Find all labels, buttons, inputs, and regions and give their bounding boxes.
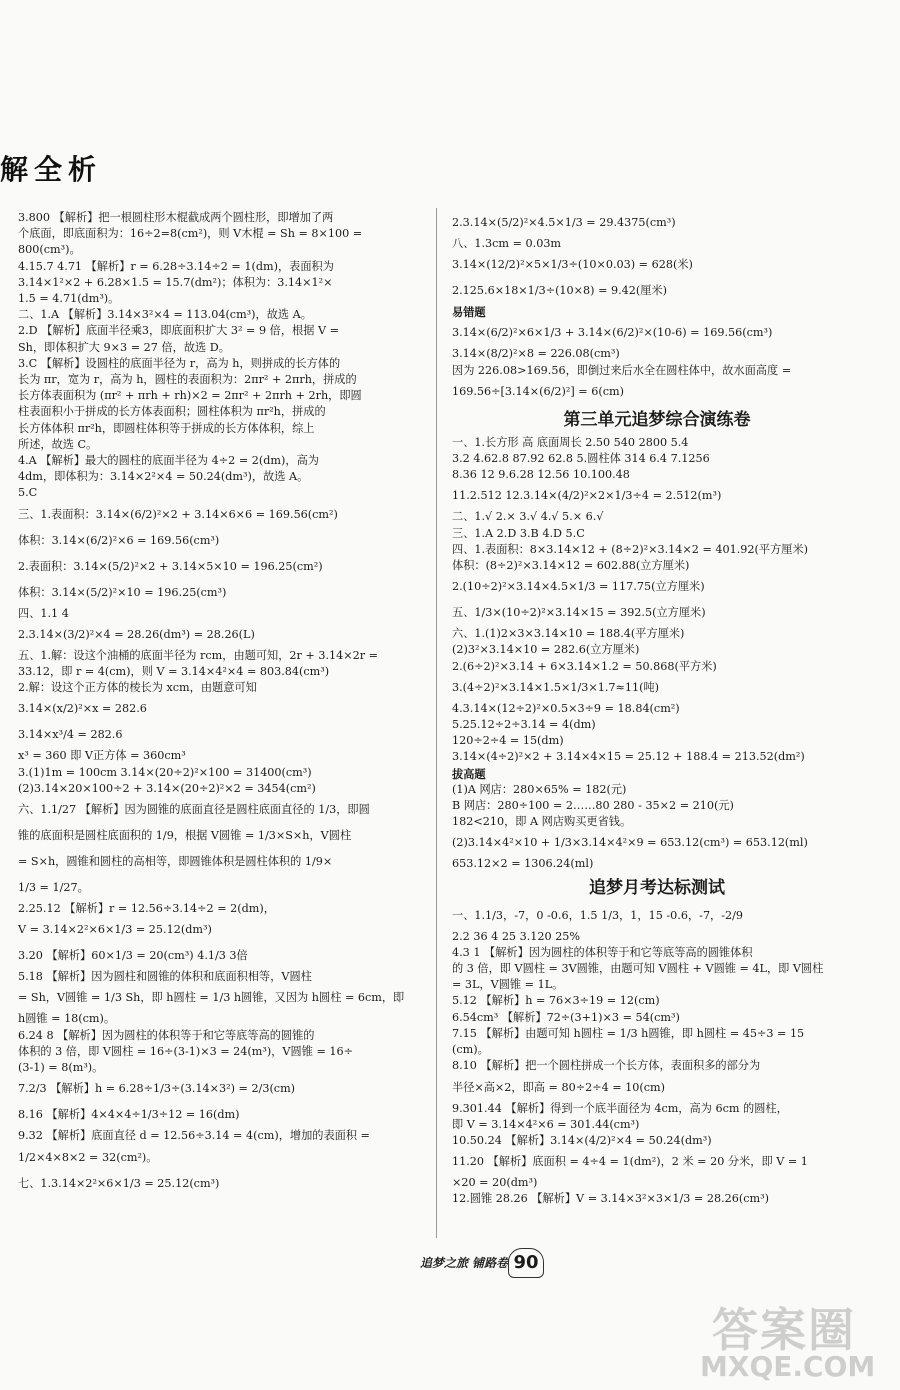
text-line: 八、1.3cm = 0.03m: [452, 237, 562, 250]
text-line: 拔高题: [452, 766, 486, 781]
text-line: 1.5 = 4.71(dm³)。: [18, 292, 120, 306]
text-line: 3.14×(12/2)²×5×1/3÷(10×0.03) = 628(米): [452, 258, 693, 272]
text-line: B 网店：280÷100 = 2……80 280 - 35×2 = 210(元): [452, 799, 734, 813]
section-title: 第三单元追梦综合演练卷: [563, 409, 751, 430]
text-line: x³ = 360 即 V正方体 = 360cm³: [18, 749, 186, 763]
text-line: (3-1) = 8(m³)。: [18, 1061, 104, 1075]
text-line: 33.12，即 r = 4(cm)，则 V = 3.14×4²×4 = 803.84(cm³): [18, 665, 330, 679]
text-line: 169.56÷[3.14×(6/2)²] = 6(cm): [452, 384, 624, 398]
text-line: 三、1.表面积：3.14×(6/2)²×2 + 3.14×6×6 = 169.56(cm²): [18, 507, 338, 521]
text-line: V = 3.14×2²×6×1/3 = 25.12(dm³): [18, 923, 212, 937]
watermark-text: 答案圈: [712, 1303, 856, 1357]
text-line: 3.(1)1m = 100cm 3.14×(20÷2)²×100 = 31400(cm³): [18, 765, 312, 779]
page-title: 解全析: [0, 153, 103, 186]
text-line: 2.解：设这个正方体的棱长为 xcm，由题意可知: [18, 681, 257, 695]
text-line: 五、1.解：设这个油桶的底面半径为 rcm，由题可知，2r + 3.14×2r =: [18, 648, 379, 662]
text-line: 一、1.长方形 高 底面周长 2.50 540 2800 5.4: [452, 435, 689, 449]
text-line: 长方体体积 πr²h，即圆柱体积等于拼成的长方体体积，综上: [18, 421, 315, 435]
text-line: 182<210，即 A 网店购买更省钱。: [452, 815, 632, 829]
text-line: 11.2.512 12.3.14×(4/2)²×2×1/3÷4 = 2.512(m³): [452, 489, 722, 503]
text-line: (2)3²×3.14×10 = 282.6(立方厘米): [452, 643, 640, 657]
text-line: 长方体表面积为 (πr² + πrh + rh)×2 = 2πr² + 2πrh + 2rh，即圆: [18, 389, 362, 403]
column-divider: [436, 208, 437, 1238]
text-line: 六、1.(1)2×3×3.14×10 = 188.4(平方厘米): [452, 627, 685, 641]
text-line: ×20 = 20(dm³): [452, 1176, 538, 1190]
text-line: = 3L，V圆锥 = 1L。: [452, 978, 564, 992]
text-line: 3.800 【解析】把一根圆柱形木棍截成两个圆柱形，即增加了两: [18, 211, 334, 224]
footer: [420, 1248, 560, 1282]
left-column: [18, 210, 420, 1197]
text-line: 3.C 【解析】设圆柱的底面半径为 r，高为 h，则拼成的长方体的: [18, 356, 341, 370]
text-line: 4.3 1 【解析】因为圆柱的体积等于和它等底等高的圆锥体积: [452, 945, 753, 959]
text-line: 3.(4÷2)²×3.14×1.5×1/3×1.7≈11(吨): [452, 680, 660, 694]
section-title: 追梦月考达标测试: [589, 877, 725, 898]
text-line: 6.24 8 【解析】因为圆柱的体积等于和它等底等高的圆锥的: [18, 1028, 315, 1042]
text-line: 3.14×(x/2)²×x = 282.6: [18, 702, 147, 716]
text-line: 体积：(8÷2)²×3.14×12 = 602.88(立方厘米): [452, 559, 690, 573]
text-line: 2.D 【解析】底面半径乘3，即底面积扩大 3² = 9 倍，根据 V =: [18, 324, 339, 338]
text-line: 即 V = 3.14×4²×6 = 301.44(cm³): [452, 1117, 640, 1131]
text-line: Sh，即体积扩大 9×3 = 27 倍，故选 D。: [18, 340, 230, 354]
text-line: 2.25.12 【解析】r = 12.56÷3.14÷2 = 2(dm)，: [18, 902, 275, 916]
text-line: 的 3 倍，即 V圆柱 = 3V圆锥，由题可知 V圆柱 + V圆锥 = 4L，即 V圆柱: [452, 962, 824, 976]
text-line: 6.54cm³ 【解析】72÷(3+1)×3 = 54(cm³): [452, 1010, 680, 1024]
page-number: 90: [508, 1248, 544, 1278]
text-line: 所述，故选 C。: [18, 437, 98, 451]
text-line: 3.20 【解析】60×1/3 = 20(cm³) 4.1/3 3倍: [18, 949, 248, 963]
text-line: 5.18 【解析】因为圆柱和圆锥的体积和底面积相等，V圆柱: [18, 970, 312, 984]
text-line: 七、1.3.14×2²×6×1/3 = 25.12(cm³): [18, 1176, 220, 1190]
watermark: [694, 1294, 894, 1386]
text-line: = Sh，V圆锥 = 1/3 Sh，即 h圆柱 = 1/3 h圆锥，又因为 h圆柱 = 6cm，即: [18, 991, 405, 1005]
text-line: 二、1.√ 2.× 3.√ 4.√ 5.× 6.√: [452, 510, 604, 524]
text-line: 3.14×1²×2 + 6.28×1.5 = 15.7(dm²)；体积为：3.14×1²×: [18, 275, 333, 289]
text-line: 易错题: [452, 305, 486, 320]
text-line: 4.15.7 4.71 【解析】r = 6.28÷3.14÷2 = 1(dm)，表面积为: [18, 259, 334, 273]
text-line: 二、1.A 【解析】3.14×3²×4 = 113.04(cm³)，故选 A。: [18, 308, 312, 322]
text-line: 3.14×(4÷2)²×2 + 3.14×4×15 = 25.12 + 188.4 = 213.52(dm²): [452, 750, 805, 764]
text-line: 四、1.表面积：8×3.14×12 + (8÷2)²×3.14×2 = 401.92(平方厘米): [452, 542, 809, 556]
text-line: 2.3.14×(5/2)²×4.5×1/3 = 29.4375(cm³): [452, 216, 676, 229]
text-line: 9.32 【解析】底面直径 d = 12.56÷3.14 = 4(cm)，增加的表面积 =: [18, 1129, 370, 1143]
text-line: 一、1.1/3，-7，0 -0.6，1.5 1/3，1，15 -0.6，-7，-2/9: [452, 908, 744, 922]
text-line: 7.15 【解析】由题可知 h圆柱 = 1/3 h圆锥，即 h圆柱 = 45÷3 = 15: [452, 1026, 805, 1040]
text-line: 半径×高×2，即高 = 80÷2÷4 = 10(cm): [452, 1080, 666, 1094]
text-line: 3.2 4.62.8 87.92 62.8 5.圆柱体 314 6.4 7.1256: [452, 452, 710, 466]
text-line: 3.14×(6/2)²×6×1/3 + 3.14×(6/2)²×(10-6) = 169.56(cm³): [452, 326, 773, 340]
footer-brand: 追梦之旅 铺路卷: [420, 1256, 509, 1270]
text-line: 长为 πr，宽为 r，高为 h，圆柱的表面积为：2πr² + 2πrh，拼成的: [18, 373, 357, 387]
text-line: 4dm，即体积为：3.14×2²×4 = 50.24(dm³)，故选 A。: [18, 470, 309, 484]
text-line: 三、1.A 2.D 3.B 4.D 5.C: [452, 526, 585, 540]
text-line: 800(cm³)。: [18, 243, 81, 257]
text-line: 2.(6÷2)²×3.14 + 6×3.14×1.2 = 50.868(平方米): [452, 659, 717, 673]
text-line: h圆锥 = 18(cm)。: [18, 1012, 116, 1026]
text-line: 四、1.1 4: [18, 606, 69, 620]
text-line: 2.125.6×18×1/3÷(10×8) = 9.42(厘米): [452, 284, 668, 298]
text-line: 2.(10÷2)²×3.14×4.5×1/3 = 117.75(立方厘米): [452, 580, 705, 594]
text-line: 8.36 12 9.6.28 12.56 10.100.48: [452, 468, 630, 482]
text-line: 2.表面积：3.14×(5/2)²×2 + 3.14×5×10 = 196.25(cm²): [18, 559, 323, 573]
text-line: 4.A 【解析】最大的圆柱的底面半径为 4÷2 = 2(dm)，高为: [18, 454, 319, 468]
text-line: (2)3.14×4²×10 + 1/3×3.14×4²×9 = 653.12(cm³) = 653.12(ml): [452, 836, 808, 850]
text-line: 因为 226.08>169.56，即倒过来后水全在圆柱体中，故水面高度 =: [452, 363, 792, 377]
text-line: 7.2/3 【解析】h = 6.28÷1/3÷(3.14×3²) = 2/3(cm): [18, 1082, 296, 1096]
text-line: 1/3 = 1/27。: [18, 881, 89, 895]
text-line: = S×h，圆锥和圆柱的高相等，即圆锥体积是圆柱体积的 1/9×: [18, 855, 333, 869]
text-line: (1)A 网店：280×65% = 182(元): [452, 782, 627, 796]
text-line: 六、1.1/27 【解析】因为圆锥的底面直径是圆柱底面直径的 1/3，即圆: [18, 803, 370, 817]
text-line: 12.圆锥 28.26 【解析】V = 3.14×3²×3×1/3 = 28.26(cm³): [452, 1192, 769, 1206]
text-line: 5.C: [18, 486, 38, 500]
text-line: 五、1/3×(10÷2)²×3.14×15 = 392.5(立方厘米): [452, 606, 706, 620]
text-line: 9.301.44 【解析】得到一个底半面径为 4cm，高为 6cm 的圆柱，: [452, 1101, 788, 1115]
right-column: [452, 210, 862, 1208]
text-line: 2.3.14×(3/2)²×4 = 28.26(dm³) = 28.26(L): [18, 627, 255, 641]
text-line: 11.20 【解析】底面积 = 4÷4 = 1(dm²)，2 米 = 20 分米，即 V = 1: [452, 1155, 808, 1169]
text-line: 体积的 3 倍，即 V圆柱 = 16÷(3-1)×3 = 24(m³)，V圆锥 = 16÷: [18, 1044, 353, 1058]
watermark-url: MXQE.COM: [700, 1350, 876, 1383]
text-line: 653.12×2 = 1306.24(ml): [452, 857, 594, 871]
text-line: 1/2×4×8×2 = 32(cm²)。: [18, 1150, 158, 1164]
text-line: 锥的底面积是圆柱底面积的 1/9，根据 V圆锥 = 1/3×S×h，V圆柱: [18, 829, 352, 843]
text-line: 体积：3.14×(6/2)²×6 = 169.56(cm³): [18, 533, 220, 547]
text-line: 体积：3.14×(5/2)²×10 = 196.25(cm³): [18, 585, 227, 599]
text-line: 8.10 【解析】把一个圆柱拼成一个长方体，表面积多的部分为: [452, 1059, 761, 1073]
text-line: 2.2 36 4 25 3.120 25%: [452, 929, 581, 943]
text-line: 8.16 【解析】4×4×4÷1/3÷12 = 16(dm): [18, 1108, 240, 1122]
text-line: 个底面，即底面积为：16÷2=8(cm²)，则 V木棍 = Sh = 8×100 =: [18, 227, 363, 241]
text-line: (cm)。: [452, 1043, 489, 1057]
text-line: 5.12 【解析】h = 76×3÷19 = 12(cm): [452, 994, 660, 1008]
text-line: 4.3.14×(12÷2)²×0.5×3÷9 = 18.84(cm²): [452, 701, 680, 715]
text-line: 5.25.12÷2÷3.14 = 4(dm): [452, 718, 596, 732]
text-line: 10.50.24 【解析】3.14×(4/2)²×4 = 50.24(dm³): [452, 1133, 712, 1147]
text-line: 3.14×x³/4 = 282.6: [18, 728, 123, 742]
text-line: 120÷2÷4 = 15(dm): [452, 734, 564, 748]
text-line: (2)3.14×20×100÷2 + 3.14×(20÷2)²×2 = 3454(cm²): [18, 781, 316, 795]
text-line: 3.14×(8/2)²×8 = 226.08(cm³): [452, 347, 620, 361]
text-line: 柱表面积小于拼成的长方体表面积；圆柱体积为 πr²h，拼成的: [18, 405, 326, 419]
